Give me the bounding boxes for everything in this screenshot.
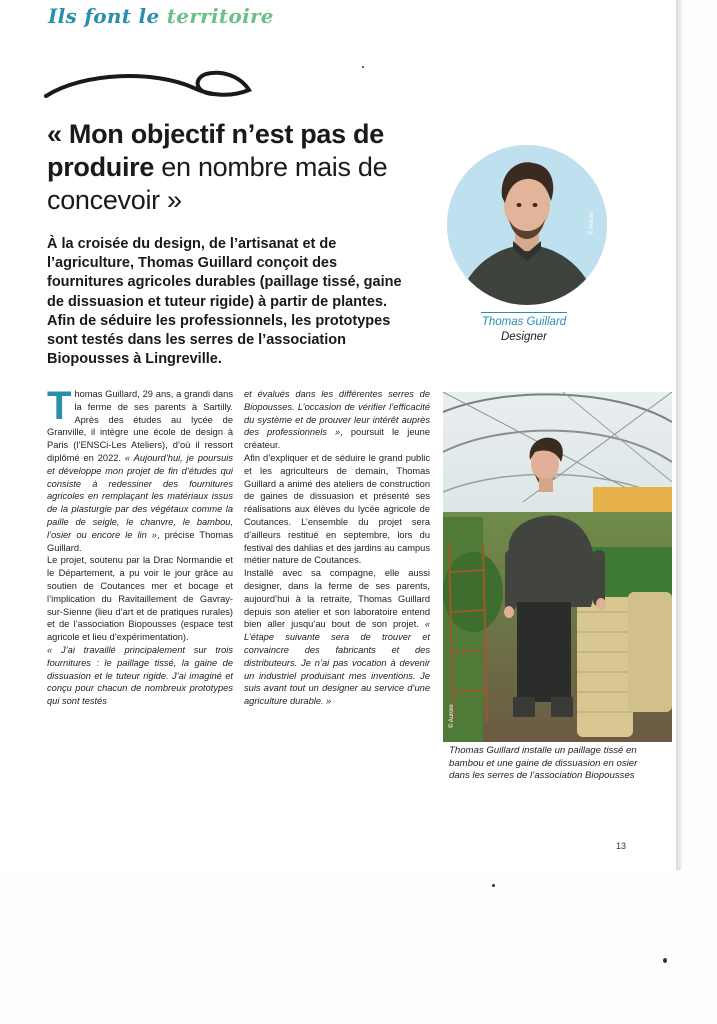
col2-p3-quote: « L’étape suivante sera de trouver et convaincre des fabricants et des distributeurs. Je n’ai pas vocation à devenir un industriel produisant mes inventions. Je suis avant tout un designer au service d’une agriculture durable. » xyxy=(244,619,430,707)
col1-p1-end: , précise Thomas Guillard. xyxy=(47,529,233,553)
portrait-divider xyxy=(481,312,567,313)
section-rubric xyxy=(48,4,274,28)
col2-p1-end: , poursuit le jeune créateur. xyxy=(244,427,431,451)
portrait-name: Thomas Guillard xyxy=(481,316,567,328)
scan-speck xyxy=(663,958,667,963)
portrait-role: Designer xyxy=(500,331,548,343)
portrait-credit: © Aurore xyxy=(589,211,595,235)
scan-speck xyxy=(492,884,495,887)
col1-p1-quote: « Aujourd’hui, je poursuis et développe mon projet de fin d’études qui consiste à redessiner des fournitures agricoles en remplaçant les matériaux issus de la plasturgie par des végétaux comme la paille de seigle, le chanvre, le bambou, l’osier ou encore le lin » xyxy=(47,452,233,540)
headline-regular: en nombre mais de concevoir » xyxy=(47,152,388,215)
greenhouse-photo xyxy=(443,392,672,742)
portrait-photo xyxy=(447,145,607,305)
col1-paragraph-3 xyxy=(47,644,233,708)
col1-p3-quote: « J’ai travaillé principalement sur trois fournitures : le paillage tissé, la gaine de dissuasion et le tuteur rigide. J’ai imaginé et conçu pour chacun de nombreux prototypes qui sont testés xyxy=(47,644,233,707)
col2-p3-text: Installé avec sa compagne, elle aussi designer, dans la ferme de ses parents, aujourd’hui à la retraite, Thomas Guillard depuis son atelier et son laboratoire entend bien aller jusqu’au bout de son projet. xyxy=(244,568,430,630)
col2-paragraph-1 xyxy=(244,388,430,452)
rubric-accent: territoire xyxy=(166,4,274,28)
col1-p1-text: homas Guillard, 29 ans, a grandi dans la ferme de ses parents à Sartilly. Après des études au lycée de Granville, il intègre une école de design à Paris (l’ENSCi-Les Ateliers), d’où il ressort diplômé en 2022. xyxy=(47,389,233,463)
col2-paragraph-2: Afin d’expliquer et de séduire le grand public et les agriculteurs de demain, Thomas Guillard a animé des ateliers de construction de gaines de dissuasion et présenté ses réalisations aux élèves du lycée agricole de Coutances. L’ensemble du projet sera d’ailleurs restitué en septembre, lors du festival des dahlias et des jardins au campus métier nature de Coutances. xyxy=(244,452,430,566)
col1-paragraph-1 xyxy=(47,384,233,554)
article-headline xyxy=(47,118,427,217)
photo-credit: © Aurore xyxy=(449,704,455,728)
col1-paragraph-2: Le projet, soutenu par la Drac Normandie et le Département, a pu voir le jour grâce au soutien de Coutances mer et bocage et l’implication du Ravitaillement de Gavray-sur-Sienne (lieu d’art et de pratiques rurales) et de l’association Biopousses (espace test agricole et lieu d’expérimentation). xyxy=(47,555,233,643)
article-column-1 xyxy=(47,384,233,708)
article-lead: À la croisée du design, de l’artisanat et de l’agriculture, Thomas Guillard conçoit des fournitures agricoles durables (paillage tissé, gaine de dissuasion et tuteur rigide) à partir de plantes. Afin de séduire les professionnels, les prototypes sont testés dans les serres de l’association Biopousses à Lingreville. xyxy=(47,236,402,368)
article-column-2 xyxy=(244,388,430,708)
page-edge-shadow xyxy=(676,0,682,870)
photo-caption: Thomas Guillard installe un paillage tissé en bambou et une gaine de dissuasion en osier dans les serres de l’association Biopousses xyxy=(449,745,638,782)
headline-bold: « Mon objectif n’est pas de produire xyxy=(47,119,384,182)
scan-speck xyxy=(362,66,364,68)
rubric-prefix: Ils font le xyxy=(48,4,167,28)
dropcap: T xyxy=(47,384,72,428)
decorative-swoosh xyxy=(44,62,254,108)
page-number: 13 xyxy=(616,841,627,851)
col2-paragraph-3 xyxy=(244,567,430,708)
col2-p1-quote: et évalués dans les différentes serres de Biopousses. L’occasion de vérifier l’efficacité du système et de prouver leur intérêt auprès des professionnels » xyxy=(244,389,430,438)
